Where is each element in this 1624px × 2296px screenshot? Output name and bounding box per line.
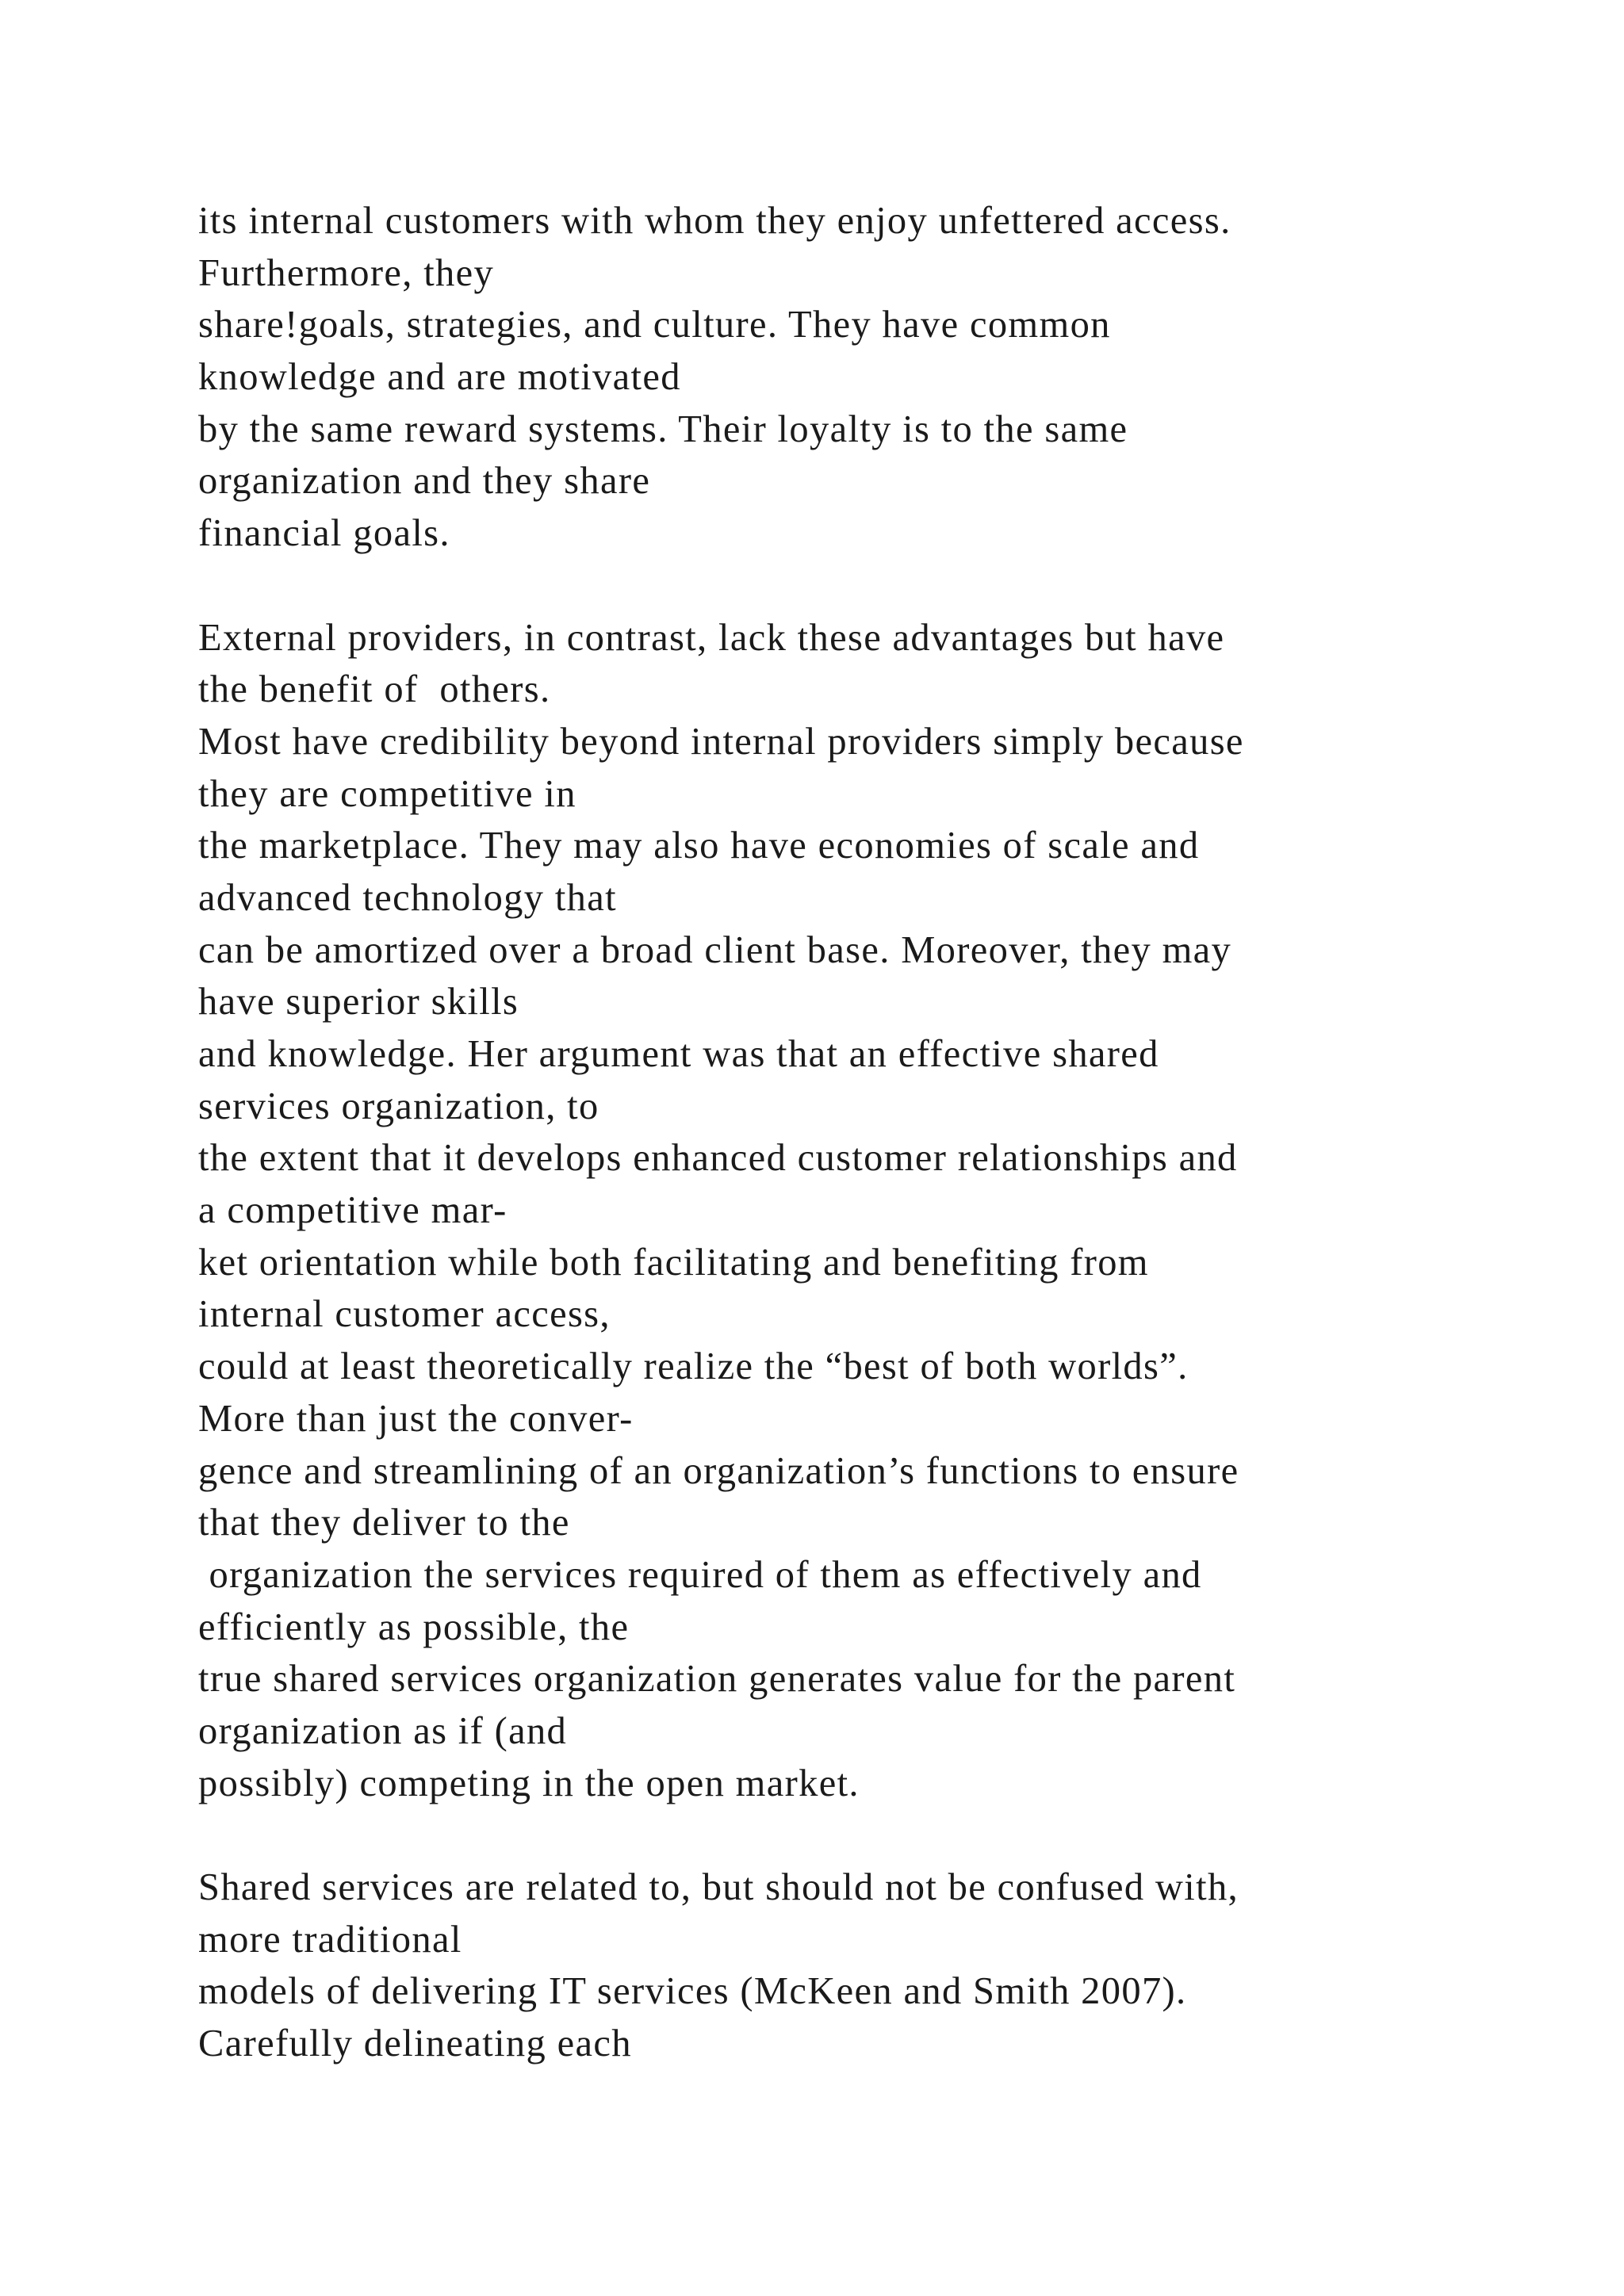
text-line: More than just the conver-	[198, 1397, 634, 1440]
text-line: internal customer access,	[198, 1293, 611, 1336]
paragraph-2	[198, 612, 1562, 1810]
text-line: services organization, to	[198, 1085, 599, 1127]
text-line: ket orientation while both facilitating and benefiting from	[198, 1241, 1149, 1284]
text-line: a competitive mar-	[198, 1189, 508, 1232]
text-line: the marketplace. They may also have economies of scale and	[198, 825, 1200, 867]
paragraph-spacer	[198, 1809, 1562, 1862]
text-line: by the same reward systems. Their loyalty is to the same	[198, 408, 1128, 450]
text-line: can be amortized over a broad client base. Moreover, they may	[198, 928, 1232, 971]
text-line: financial goals.	[198, 512, 450, 555]
paragraph-1	[198, 195, 1562, 560]
paragraph-3	[198, 1862, 1562, 2070]
text-line: External providers, in contrast, lack these advantages but have	[198, 616, 1225, 659]
body-text	[198, 195, 1562, 2070]
text-line: that they deliver to the	[198, 1502, 570, 1544]
text-line: share!goals, strategies, and culture. They have common	[198, 304, 1111, 346]
text-line: knowledge and are motivated	[198, 356, 681, 399]
text-line: advanced technology that	[198, 876, 617, 919]
text-line: efficiently as possible, the	[198, 1605, 630, 1648]
text-line: the benefit of others.	[198, 668, 551, 711]
text-line: more traditional	[198, 1918, 462, 1961]
paragraph-spacer	[198, 560, 1562, 612]
text-line: and knowledge. Her argument was that an effective shared	[198, 1033, 1159, 1075]
text-line: organization the services required of them as effectively and	[198, 1553, 1202, 1596]
text-line: gence and streamlining of an organization’s functions to ensure	[198, 1449, 1239, 1492]
text-line: Shared services are related to, but should not be confused with,	[198, 1866, 1239, 1908]
text-line: the extent that it develops enhanced customer relationships and	[198, 1137, 1238, 1180]
text-line: organization as if (and	[198, 1709, 568, 1752]
text-line: have superior skills	[198, 981, 519, 1024]
text-line: Most have credibility beyond internal providers simply because	[198, 720, 1244, 763]
text-line: Carefully delineating each	[198, 2022, 632, 2065]
text-line: models of delivering IT services (McKeen and Smith 2007).	[198, 1970, 1187, 2013]
text-line: possibly) competing in the open market.	[198, 1762, 860, 1804]
text-line: true shared services organization generates value for the parent	[198, 1658, 1236, 1701]
text-line: Furthermore, they	[198, 251, 495, 294]
text-line: its internal customers with whom they enjoy unfettered access.	[198, 200, 1231, 242]
text-line: they are competitive in	[198, 772, 576, 815]
text-line: organization and they share	[198, 460, 651, 503]
text-line: could at least theoretically realize the “best of both worlds”.	[198, 1345, 1189, 1388]
